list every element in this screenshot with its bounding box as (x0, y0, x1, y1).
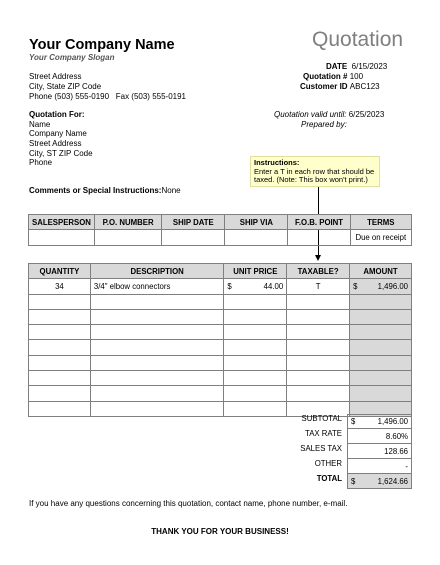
company-slogan: Your Company Slogan (29, 53, 115, 62)
item-price-currency: $ (227, 281, 232, 291)
item-unit-price[interactable] (224, 325, 287, 340)
item-row (29, 309, 412, 324)
item-taxable[interactable] (287, 294, 350, 309)
other-row (280, 459, 412, 474)
item-description[interactable] (90, 401, 224, 416)
subtotal-currency: $ (351, 417, 356, 427)
item-unit-price[interactable] (224, 294, 287, 309)
company-name: Your Company Name (29, 37, 175, 53)
item-unit-price[interactable] (224, 386, 287, 401)
item-description[interactable] (90, 355, 224, 370)
item-description[interactable] (90, 294, 224, 309)
item-unit-price[interactable] (224, 279, 287, 294)
comments-row (29, 186, 181, 195)
ship-date-header: SHIP DATE (162, 215, 225, 230)
item-taxable[interactable] (287, 340, 350, 355)
tax-rate-label: TAX RATE (305, 429, 342, 438)
sales-tax-label: SALES TAX (300, 444, 342, 453)
customer-id-label: Customer ID (300, 82, 348, 91)
subtotal-row (280, 414, 412, 429)
customer-id-row (300, 82, 380, 91)
other-label: OTHER (314, 459, 342, 468)
item-unit-price[interactable] (224, 371, 287, 386)
salesperson-header: SALESPERSON (29, 215, 95, 230)
item-amount (350, 325, 412, 340)
tax-rate-value[interactable]: 8.60% (347, 429, 412, 444)
item-taxable[interactable] (287, 355, 350, 370)
company-street: Street Address (29, 72, 82, 81)
company-fax: Fax (503) 555-0191 (115, 92, 186, 101)
total-currency: $ (351, 476, 356, 486)
item-row (29, 279, 412, 294)
ship-via-header: SHIP VIA (225, 215, 288, 230)
item-row (29, 325, 412, 340)
item-description[interactable] (90, 325, 224, 340)
valid-until-row (274, 110, 384, 119)
ship-date-cell[interactable] (162, 230, 225, 245)
item-unit-price[interactable] (224, 340, 287, 355)
item-amount (350, 386, 412, 401)
sales-tax-value: 128.66 (347, 444, 412, 459)
subtotal-amount: 1,496.00 (377, 417, 408, 427)
instructions-heading: Instructions: (254, 158, 300, 167)
items-header-row (29, 264, 412, 279)
company-phone-fax (29, 92, 186, 101)
item-amount (350, 294, 412, 309)
fob-point-header: F.O.B. POINT (288, 215, 350, 230)
customer-company: Company Name (29, 129, 87, 138)
item-row (29, 371, 412, 386)
document-title: Quotation (312, 28, 404, 51)
quotation-number-row (303, 72, 363, 81)
item-quantity[interactable] (29, 355, 91, 370)
item-row (29, 294, 412, 309)
item-quantity[interactable] (29, 401, 91, 416)
customer-city: City, ST ZIP Code (29, 149, 93, 158)
subtotal-value (347, 414, 412, 429)
taxable-header: TAXABLE? (287, 264, 350, 279)
item-amount (350, 309, 412, 324)
quotation-number-label: Quotation # (303, 72, 348, 81)
po-number-cell[interactable] (94, 230, 161, 245)
item-unit-price[interactable] (224, 309, 287, 324)
items-table (28, 263, 412, 417)
valid-until-value: 6/25/2023 (348, 110, 385, 119)
item-description[interactable] (90, 340, 224, 355)
instructions-line-2: taxed. (Note: This box won't print.) (254, 175, 368, 184)
item-unit-price[interactable] (224, 401, 287, 416)
subtotal-label: SUBTOTAL (301, 414, 342, 423)
item-row (29, 355, 412, 370)
customer-name: Name (29, 120, 51, 129)
description-header: DESCRIPTION (90, 264, 224, 279)
fob-point-cell[interactable] (288, 230, 350, 245)
item-quantity[interactable] (29, 325, 91, 340)
item-description[interactable]: 3/4" elbow connectors (90, 279, 224, 294)
valid-until-label: Quotation valid until: (274, 110, 347, 119)
amount-header: AMOUNT (350, 264, 412, 279)
ship-via-cell[interactable] (225, 230, 288, 245)
item-amount (350, 355, 412, 370)
item-taxable[interactable] (287, 386, 350, 401)
item-amount (350, 371, 412, 386)
item-taxable[interactable] (287, 325, 350, 340)
shipping-data-row (29, 230, 412, 245)
comments-value: None (161, 186, 181, 195)
unit-price-header: UNIT PRICE (224, 264, 287, 279)
item-row (29, 340, 412, 355)
item-amount (350, 279, 412, 294)
company-city: City, State ZIP Code (29, 82, 102, 91)
terms-cell[interactable]: Due on receipt (350, 230, 411, 245)
item-description[interactable] (90, 386, 224, 401)
customer-phone: Phone (29, 158, 53, 167)
salesperson-cell[interactable] (29, 230, 95, 245)
item-quantity[interactable]: 34 (29, 279, 91, 294)
quotation-for-heading: Quotation For: (29, 110, 85, 119)
total-value (347, 474, 412, 489)
total-row (280, 474, 412, 489)
shipping-table (28, 214, 412, 246)
thank-you-message: THANK YOU FOR YOUR BUSINESS! (151, 527, 289, 536)
item-taxable[interactable]: T (287, 279, 350, 294)
customer-id-value: ABC123 (349, 82, 380, 91)
item-amount-currency: $ (353, 281, 358, 291)
quotation-number-value: 100 (349, 72, 364, 81)
shipping-header-row (29, 215, 412, 230)
item-description[interactable] (90, 309, 224, 324)
prepared-by-label: Prepared by: (301, 120, 347, 129)
customer-street: Street Address (29, 139, 82, 148)
item-quantity[interactable] (29, 371, 91, 386)
item-taxable[interactable] (287, 309, 350, 324)
date-label: DATE (326, 62, 348, 71)
item-quantity[interactable] (29, 386, 91, 401)
item-quantity[interactable] (29, 294, 91, 309)
questions-note: If you have any questions concerning this quotation, contact name, phone number, e-mail. (29, 499, 348, 508)
item-row (29, 386, 412, 401)
quantity-header: QUANTITY (29, 264, 91, 279)
comments-label: Comments or Special Instructions: (29, 186, 162, 195)
date-row (326, 62, 387, 71)
other-value[interactable]: - (347, 459, 412, 474)
item-taxable[interactable] (287, 371, 350, 386)
item-unit-price[interactable] (224, 355, 287, 370)
date-value: 6/15/2023 (351, 62, 388, 71)
item-description[interactable] (90, 371, 224, 386)
sales-tax-row (280, 444, 412, 459)
instructions-line-1: Enter a T in each row that should be (254, 166, 375, 176)
tax-rate-row (280, 429, 412, 444)
instructions-note (250, 156, 380, 187)
po-number-header: P.O. NUMBER (94, 215, 161, 230)
item-price-value: 44.00 (263, 281, 284, 291)
item-amount (350, 340, 412, 355)
company-phone: Phone (503) 555-0190 (29, 92, 110, 101)
item-quantity[interactable] (29, 309, 91, 324)
terms-header: TERMS (350, 215, 411, 230)
total-amount: 1,624.66 (377, 476, 408, 486)
total-label: TOTAL (316, 474, 342, 483)
item-amount-value: 1,496.00 (377, 281, 408, 291)
item-quantity[interactable] (29, 340, 91, 355)
arrow-down-icon (315, 255, 321, 261)
